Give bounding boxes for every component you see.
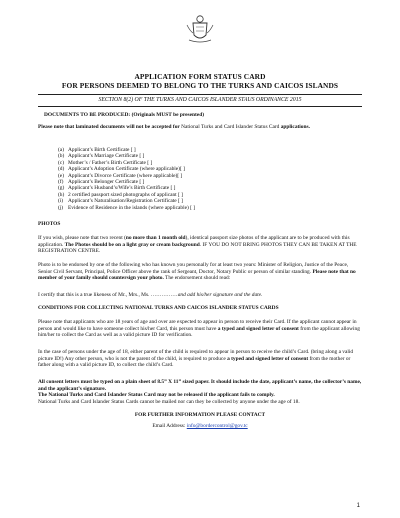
form-title: APPLICATION FORM STATUS CARD <box>134 72 266 81</box>
list-item-label: (h) <box>58 191 65 198</box>
divider <box>38 94 362 95</box>
list-item-label: (g) <box>58 185 65 192</box>
list-item-text: Applicant’s Husband’s/Wife’s Birth Certificate [ ] <box>68 185 176 192</box>
list-item-label: (f) <box>58 178 64 185</box>
list-item-label: (b) <box>58 153 65 160</box>
divider <box>38 106 362 107</box>
lamination-note: Please note that laminated documents will not be accepted for National Turks and Card Islander Status Card applications. <box>38 124 310 130</box>
list-item-text: Applicant’s Naturalisation/Registration Certificate [ ] <box>68 198 183 205</box>
documents-list <box>38 147 362 211</box>
email-link[interactable]: info@bordercontrol@gov.tc <box>186 423 248 429</box>
photos-endorsement-text: I certify that this is a true likeness of Mr., Mrs., Ms. ……………and add his/her signature and the date. <box>38 292 263 298</box>
list-item-label: (i) <box>58 198 64 205</box>
list-item-label: (d) <box>58 166 65 173</box>
contact-heading: FOR FURTHER INFORMATION PLEASE CONTACT <box>134 412 266 418</box>
documents-heading: DOCUMENTS TO BE PRODUCED: (Originals MUST be presented) <box>44 112 204 118</box>
list-item-text: Mother’s / Father’s Birth Certificate [ ] <box>68 159 153 166</box>
form-subtitle-line: FOR PERSONS DEEMED TO BELONG TO THE TURKS AND CAICOS ISLANDS <box>61 80 339 90</box>
photos-heading: PHOTOS <box>38 221 61 227</box>
list-item-text: Evidence of Residence in the islands (where applicable) [ ] <box>68 204 196 211</box>
list-item-label: (j) <box>58 204 64 211</box>
list-item-text: Applicant’s Adoption Certificate (where applicable)[ ] <box>68 166 185 173</box>
photos-paragraph-2: Photo is to be endorsed by one of the following who has known you personally for at least two years: Minister of Religion, Justice of the Peace, Senior Civil Servant, Principal, Police Officer above the rank of Sergeant, Doctor, Notary Public or person of similar standing. Please note that no member of your family should countersign your photo. The endorsement should read: <box>38 262 356 282</box>
conditions-heading: CONDITIONS FOR COLLECTING NATIONAL TURKS AND CAICOS ISLANDER STATUS CARDS <box>38 305 279 311</box>
conditions-paragraph-2: In the case of persons under the age of 18, either parent of the child is required to appear in person to receive the child’s Card. (bring along a valid picture ID!) Any other person, who is not the parent of the child, is required to produce a typed and signed letter of consent from the mother or father along with a valid picture ID, to collect the child’s Card. <box>38 349 354 369</box>
list-item-text: Applicant’s Divorce Certificate (where applicable)[ ] <box>68 172 183 179</box>
list-item-text: Applicant’s Belonger Certificate [ ] <box>68 178 145 185</box>
photos-paragraph-1: If you wish, please note that two recent (no more than 1 month old), identical passport size photos of the applicant are to be produced with this application. The Photos should be on a light gray or cream background. IF YOU DO NOT BRING PHOTOS THEY CAN BE TAKEN AT THE REGISTRATION CENTRE. <box>38 235 357 255</box>
coat-of-arms-icon <box>184 13 216 45</box>
list-item-text: 2 certified passport sized photographs of applicant [ ] <box>68 191 183 198</box>
document-list-item <box>58 205 362 211</box>
ordinance-reference: SECTION 8(2) OF THE TURKS AND CAICOS ISLANDER STAUS ORDINANCE 2015 <box>98 97 302 103</box>
consent-letter-rules: All consent letters must be typed on a plain sheet of 8.5” X 11” sized paper. It should include the date, applicant’s name, the collector’s name, and the applicant’s signature. The National Turks and Card Islander Status Card may not be released if the applicant fails to comply. National Turks and Card Islander Status Cards cannot be mailed nor can they be collected by anyone under the age of 18. <box>38 379 362 405</box>
page-number: 1 <box>356 503 360 509</box>
conditions-paragraph-1: Please note that applicants who are 18 years of age and over are expected to appear in person to receive their Card. If the applicant cannot appear in person and would like to have someone collect his/her Card, this person must have a typed and signed letter of consent from the applicant allowing him/her to collect the Card as well as a valid picture ID for verification. <box>38 319 360 339</box>
list-item-text: Applicant’s Marriage Certificate [ ] <box>68 153 145 160</box>
list-item-label: (e) <box>58 172 64 179</box>
contact-email: Email Address: info@bordercontrol@gov.tc <box>152 423 248 429</box>
list-item-label: (c) <box>58 159 64 166</box>
list-item-text: Applicant’s Birth Certificate [ ] <box>68 147 136 153</box>
list-item-label: (a) <box>58 147 64 153</box>
